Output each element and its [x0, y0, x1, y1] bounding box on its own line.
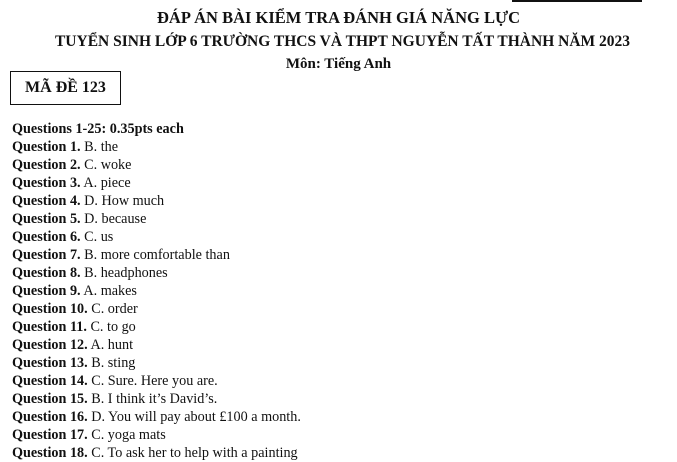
answer-row [12, 318, 301, 336]
question-answer: C. To ask her to help with a painting [91, 445, 298, 461]
exam-code-label: MÃ ĐỀ 123 [25, 79, 106, 96]
question-answer: C. order [91, 301, 138, 317]
document-title: ĐÁP ÁN BÀI KIỂM TRA ĐÁNH GIÁ NĂNG LỰC [156, 8, 521, 27]
question-answer: A. piece [83, 175, 131, 191]
question-label: Question 17. [12, 427, 88, 443]
document-subtitle: TUYỂN SINH LỚP 6 TRƯỜNG THCS VÀ THPT NGUYỄN TẤT THÀNH NĂM 2023 [54, 33, 631, 50]
question-answer: C. to go [90, 319, 136, 335]
question-label: Question 13. [12, 355, 88, 371]
question-answer: A. makes [83, 283, 137, 299]
answer-list [12, 120, 301, 462]
question-answer: C. yoga mats [91, 427, 166, 443]
answer-row [12, 264, 301, 282]
question-answer: A. hunt [90, 337, 134, 353]
question-label: Question 7. [12, 247, 81, 263]
question-answer: B. sting [91, 355, 136, 371]
answer-row [12, 444, 301, 462]
question-label: Question 10. [12, 301, 88, 317]
question-label: Question 15. [12, 391, 88, 407]
answer-rows [12, 138, 301, 462]
subject-line: Môn: Tiếng Anh [285, 56, 392, 72]
question-answer: C. Sure. Here you are. [91, 373, 218, 389]
points-note: Questions 1-25: 0.35pts each [12, 121, 184, 137]
question-answer: C. us [84, 229, 114, 245]
answer-row [12, 300, 301, 318]
answer-row [12, 246, 301, 264]
question-label: Question 2. [12, 157, 81, 173]
question-label: Question 16. [12, 409, 88, 425]
answer-row [12, 228, 301, 246]
question-answer: D. You will pay about £100 a month. [91, 409, 301, 425]
question-label: Question 9. [12, 283, 81, 299]
question-label: Question 18. [12, 445, 88, 461]
question-label: Question 5. [12, 211, 81, 227]
answer-row [12, 372, 301, 390]
question-label: Question 3. [12, 175, 81, 191]
question-answer: B. more comfortable than [84, 247, 230, 263]
answer-row [12, 156, 301, 174]
answer-row [12, 390, 301, 408]
question-answer: B. headphones [84, 265, 168, 281]
question-label: Question 1. [12, 139, 81, 155]
question-answer: D. because [84, 211, 147, 227]
answer-row [12, 138, 301, 156]
answer-row [12, 426, 301, 444]
question-answer: D. How much [84, 193, 165, 209]
question-label: Question 14. [12, 373, 88, 389]
question-label: Question 4. [12, 193, 81, 209]
question-label: Question 8. [12, 265, 81, 281]
answer-row [12, 336, 301, 354]
question-answer: B. I think it’s David’s. [91, 391, 218, 407]
question-label: Question 6. [12, 229, 81, 245]
question-label: Question 11. [12, 319, 87, 335]
answer-row [12, 174, 301, 192]
answer-row [12, 408, 301, 426]
top-rule-divider [512, 0, 642, 2]
question-answer: C. woke [84, 157, 132, 173]
exam-code-box [10, 71, 121, 105]
question-label: Question 12. [12, 337, 88, 353]
answer-row [12, 210, 301, 228]
answer-row [12, 354, 301, 372]
answer-row [12, 282, 301, 300]
question-answer: B. the [84, 139, 119, 155]
answer-row [12, 192, 301, 210]
